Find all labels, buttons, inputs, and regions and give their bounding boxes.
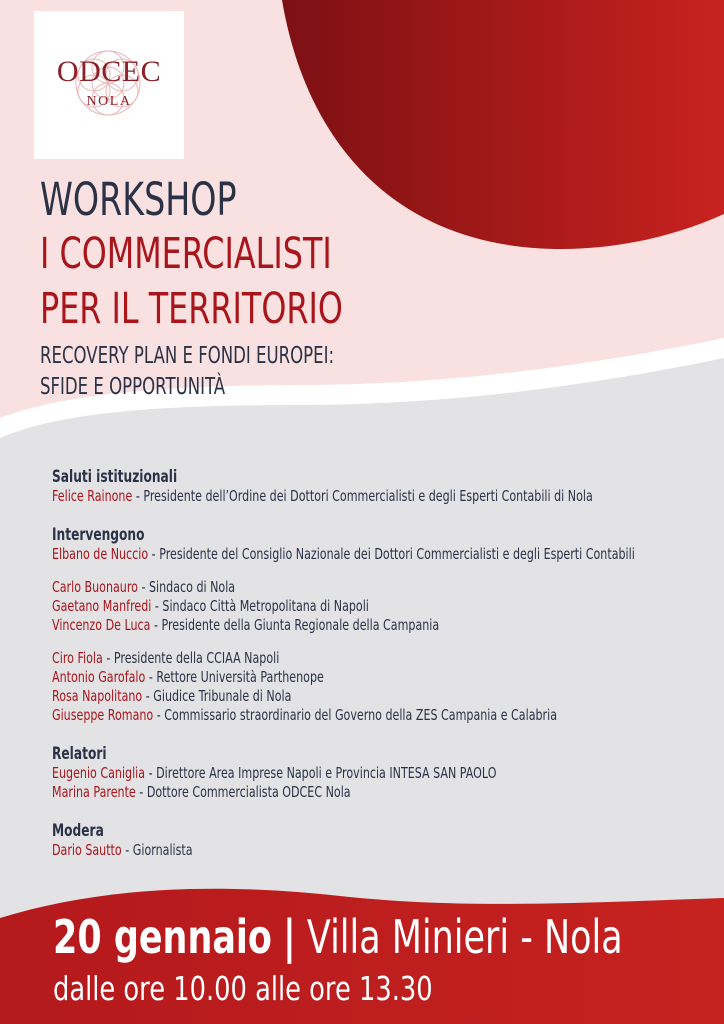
speaker-name: Carlo Buonauro bbox=[52, 578, 138, 596]
event-time: dalle ore 10.00 alle ore 13.30 bbox=[53, 969, 433, 1008]
speaker-role: - Giornalista bbox=[121, 841, 193, 859]
subtitle-line-2: SFIDE E OPPORTUNITÀ bbox=[40, 374, 226, 400]
section-title-saluti: Saluti istituzionali bbox=[52, 467, 178, 486]
speaker-role: - Sindaco di Nola bbox=[137, 578, 236, 596]
speaker-row bbox=[52, 649, 718, 668]
speaker-name: Vincenzo De Luca bbox=[52, 616, 151, 634]
workshop-heading: WORKSHOP bbox=[40, 173, 237, 226]
speaker-name: Eugenio Caniglia bbox=[52, 764, 146, 782]
speaker-row bbox=[52, 487, 718, 506]
title-line-1: I COMMERCIALISTI bbox=[40, 229, 332, 279]
speaker-row bbox=[52, 783, 718, 802]
speaker-role: - Direttore Area Imprese Napoli e Provincia INTESA SAN PAOLO bbox=[145, 764, 497, 782]
title-line-2: PER IL TERRITORIO bbox=[40, 284, 343, 334]
speaker-name: Dario Sautto bbox=[52, 841, 122, 859]
section-title-intervengono: Intervengono bbox=[52, 525, 145, 544]
event-separator: | bbox=[283, 910, 296, 964]
speaker-row bbox=[52, 545, 718, 564]
speaker-row bbox=[52, 616, 718, 635]
event-date: 20 gennaio bbox=[53, 910, 272, 964]
speaker-role: - Presidente dell’Ordine dei Dottori Commercialisti e degli Esperti Contabili di Nola bbox=[132, 487, 593, 505]
speaker-role: - Dottore Commercialista ODCEC Nola bbox=[135, 783, 351, 801]
event-place: Villa Minieri - Nola bbox=[306, 910, 623, 964]
speaker-role: - Commissario straordinario del Governo della ZES Campania e Calabria bbox=[153, 706, 557, 724]
speaker-name: Ciro Fiola bbox=[52, 649, 103, 667]
speaker-role: - Presidente della CCIAA Napoli bbox=[102, 649, 280, 667]
speaker-name: Felice Rainone bbox=[52, 487, 133, 505]
logo-city: NOLA bbox=[86, 94, 132, 109]
event-date-place bbox=[53, 910, 623, 964]
speaker-row bbox=[52, 764, 718, 783]
speaker-name: Giuseppe Romano bbox=[52, 706, 154, 724]
speaker-name: Rosa Napolitano bbox=[52, 687, 143, 705]
speaker-role: - Presidente del Consiglio Nazionale dei Dottori Commercialisti e degli Esperti Contabili bbox=[148, 545, 635, 563]
subtitle-line-1: RECOVERY PLAN E FONDI EUROPEI: bbox=[40, 343, 335, 369]
section-title-modera: Modera bbox=[52, 821, 104, 840]
program bbox=[52, 466, 718, 860]
speaker-row bbox=[52, 578, 718, 597]
speaker-role: - Presidente della Giunta Regionale della Campania bbox=[150, 616, 440, 634]
section-title-relatori: Relatori bbox=[52, 744, 107, 763]
logo-name: ODCEC bbox=[56, 55, 162, 88]
speaker-row bbox=[52, 706, 718, 725]
speaker-role: - Sindaco Città Metropolitana di Napoli bbox=[151, 597, 369, 615]
speaker-name: Marina Parente bbox=[52, 783, 136, 801]
logo-box bbox=[34, 11, 184, 159]
speaker-row bbox=[52, 597, 718, 616]
speaker-name: Elbano de Nuccio bbox=[52, 545, 149, 563]
speaker-name: Gaetano Manfredi bbox=[52, 597, 152, 615]
speaker-row bbox=[52, 841, 718, 860]
speaker-role: - Giudice Tribunale di Nola bbox=[142, 687, 292, 705]
speaker-name: Antonio Garofalo bbox=[52, 668, 146, 686]
speaker-role: - Rettore Università Parthenope bbox=[145, 668, 324, 686]
speaker-row bbox=[52, 668, 718, 687]
speaker-row bbox=[52, 687, 718, 706]
